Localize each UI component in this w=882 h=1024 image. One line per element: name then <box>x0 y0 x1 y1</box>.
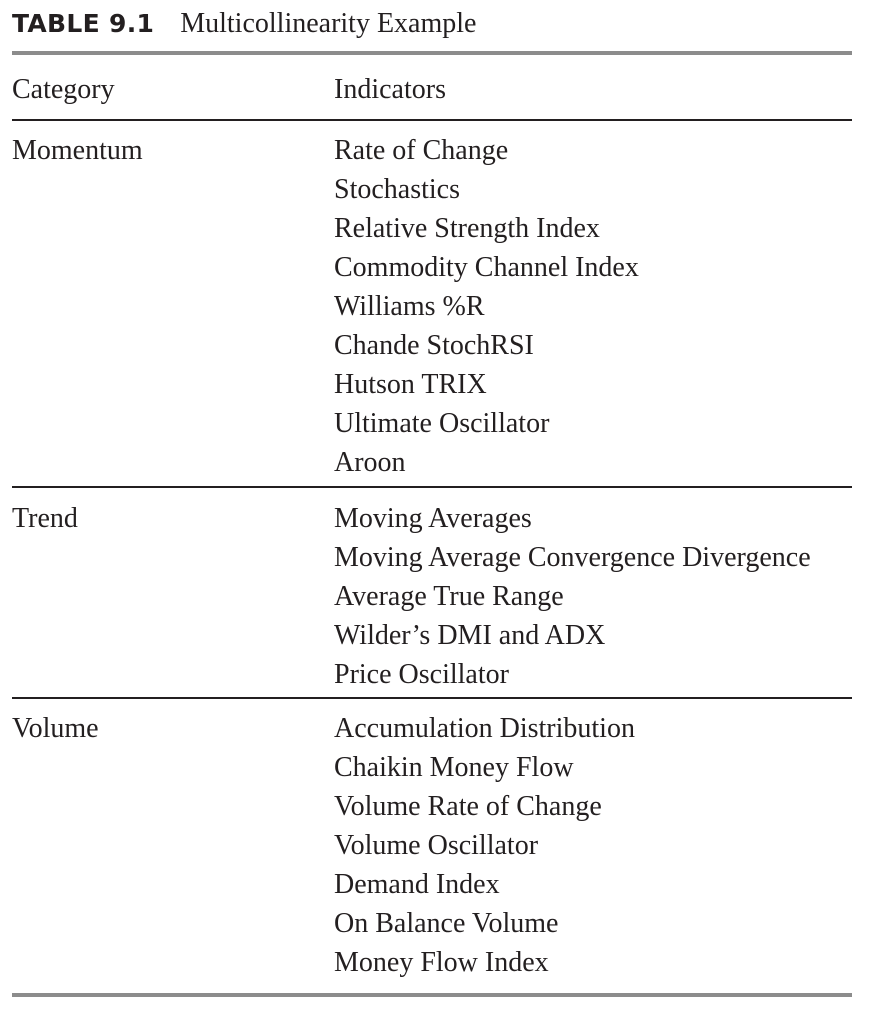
indicator-item: Rate of Change <box>334 135 509 166</box>
indicator-list <box>334 709 635 982</box>
top-rule <box>12 51 852 55</box>
indicator-item: Hutson TRIX <box>334 369 487 400</box>
group-divider <box>12 486 852 488</box>
table-number: TABLE 9.1 <box>12 9 155 38</box>
indicator-item: Aroon <box>334 447 406 478</box>
category-cell: Momentum <box>12 135 143 166</box>
indicator-item: Chaikin Money Flow <box>334 752 574 783</box>
indicator-item: Williams %R <box>334 291 485 322</box>
bottom-rule <box>12 993 852 997</box>
table-caption <box>12 2 476 46</box>
indicator-item: Money Flow Index <box>334 947 549 978</box>
category-cell: Trend <box>12 503 78 534</box>
indicator-item: Moving Averages <box>334 503 532 534</box>
column-header-indicators: Indicators <box>334 74 446 105</box>
column-header-category: Category <box>12 74 115 105</box>
indicator-item: Wilder’s DMI and ADX <box>334 620 606 651</box>
indicator-item: Volume Rate of Change <box>334 791 602 822</box>
indicator-item: Volume Oscillator <box>334 830 539 861</box>
table-title: Multicollinearity Example <box>180 8 477 39</box>
indicator-item: Average True Range <box>334 581 564 612</box>
header-row <box>0 68 882 112</box>
indicator-item: Relative Strength Index <box>334 213 600 244</box>
indicator-list <box>334 499 811 694</box>
indicator-item: Price Oscillator <box>334 659 509 690</box>
indicator-list <box>334 131 639 482</box>
group-divider <box>12 697 852 699</box>
indicator-item: Accumulation Distribution <box>334 713 635 744</box>
indicator-item: Stochastics <box>334 174 460 205</box>
category-cell: Volume <box>12 713 99 744</box>
indicator-item: Demand Index <box>334 869 500 900</box>
indicator-item: Moving Average Convergence Divergence <box>334 542 811 573</box>
indicator-item: On Balance Volume <box>334 908 559 939</box>
indicator-item: Chande StochRSI <box>334 330 534 361</box>
header-rule <box>12 119 852 121</box>
indicator-item: Ultimate Oscillator <box>334 408 550 439</box>
indicator-item: Commodity Channel Index <box>334 252 639 283</box>
